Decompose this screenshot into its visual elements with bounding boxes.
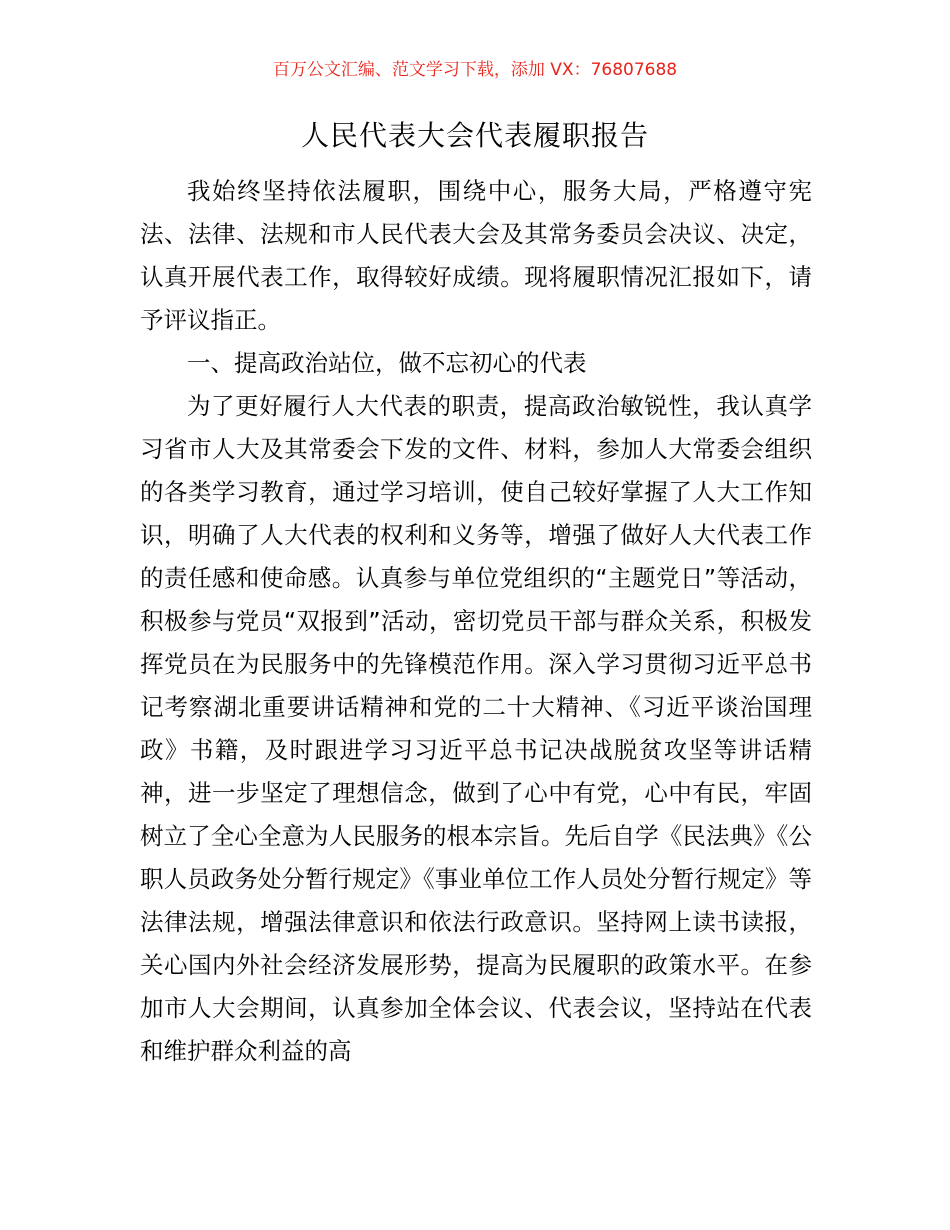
document-title: 人民代表大会代表履职报告 [300,119,649,152]
document-body [140,170,812,1073]
section-paragraph: 为了更好履行人大代表的职责，提高政治敏锐性，我认真学习省市人大及其常委会下发的文件、材料，参加人大常委会组织的各类学习教育，通过学习培训，使自己较好掌握了人大工作知识，明确了人大代表的权利和义务等，增强了做好人大代表工作的责任感和使命感。认真参与单位党组织的“主题党日”等活动，积极参与党员“双报到”活动，密切党员干部与群众关系，积极发挥党员在为民服务中的先锋模范作用。深入学习贯彻习近平总书记考察湖北重要讲话精神和党的二十大精神、《习近平谈治国理政》书籍，及时跟进学习习近平总书记决战脱贫攻坚等讲话精神，进一步坚定了理想信念，做到了心中有党，心中有民，牢固树立了全心全意为人民服务的根本宗旨。先后自学《民法典》《公职人员政务处分暂行规定》《事业单位工作人员处分暂行规定》等法律法规，增强法律意识和依法行政意识。坚持网上读书读报，关心国内外社会经济发展形势，提高为民履职的政策水平。在参加市人大会期间，认真参加全体会议、代表会议，坚持站在代表和维护群众利益的高 [140,392,812,1065]
header-watermark: 百万公文汇编、范文学习下载，添加 VX：76807688 [272,60,678,80]
section-heading: 一、提高政治站位，做不忘初心的代表 [187,349,587,377]
intro-paragraph: 我始终坚持依法履职，围绕中心，服务大局，严格遵守宪法、法律、法规和市人民代表大会及其常务委员会决议、决定，认真开展代表工作，取得较好成绩。现将履职情况汇报如下，请予评议指正。 [140,177,812,334]
